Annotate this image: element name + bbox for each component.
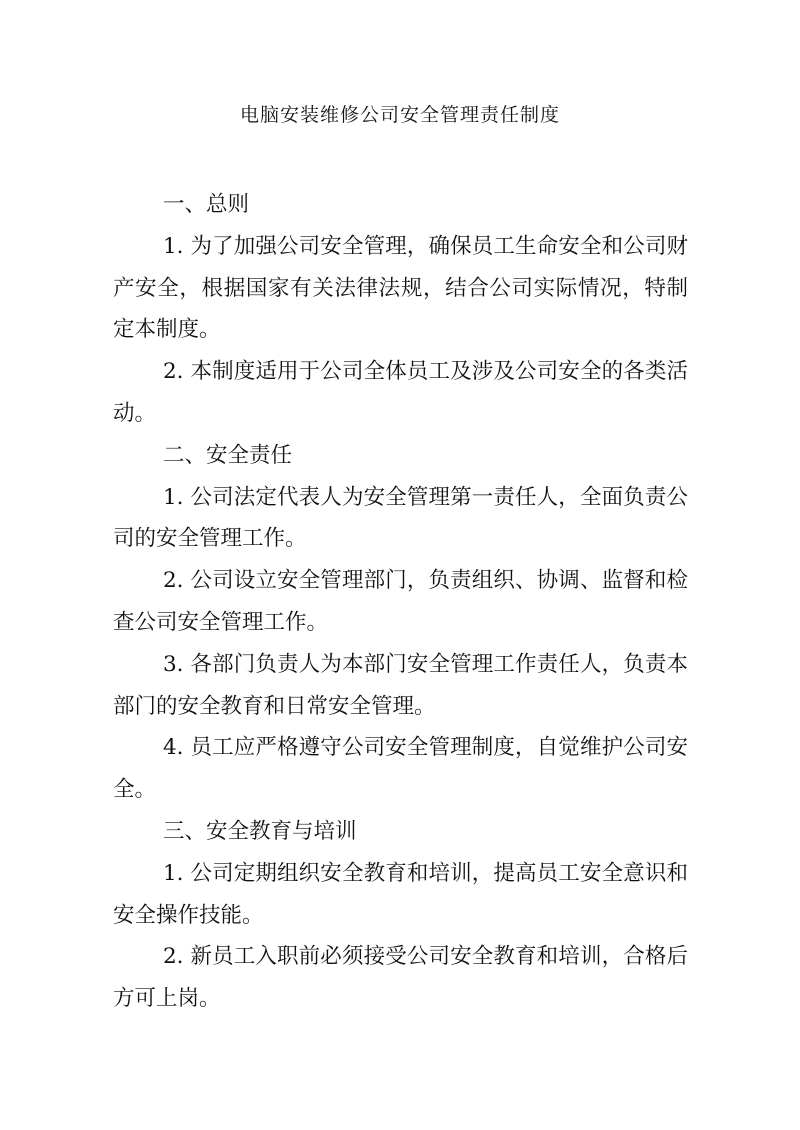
paragraph: 3. 各部门负责人为本部门安全管理工作责任人，负责本部门的安全教育和日常安全管理。 [113, 651, 688, 719]
paragraph: 2. 新员工入职前必须接受公司安全教育和培训，合格后方可上岗。 [113, 944, 688, 1012]
document-title: 电脑安装维修公司安全管理责任制度 [239, 104, 560, 126]
paragraph: 1. 为了加强公司安全管理，确保员工生命安全和公司财产安全，根据国家有关法律法规，结合公司实际情况，特制定本制度。 [113, 233, 688, 343]
document-body [113, 184, 688, 1020]
paragraph: 2. 本制度适用于公司全体员工及涉及公司安全的各类活动。 [113, 359, 688, 426]
paragraph: 4. 员工应严格遵守公司安全管理制度，自觉维护公司安全。 [113, 735, 688, 803]
paragraph: 2. 公司设立安全管理部门，负责组织、协调、监督和检查公司安全管理工作。 [113, 568, 688, 635]
section-heading-general: 一、总则 [163, 192, 250, 217]
paragraph: 1. 公司法定代表人为安全管理第一责任人，全面负责公司的安全管理工作。 [113, 484, 688, 552]
paragraph: 1. 公司定期组织安全教育和培训，提高员工安全意识和安全操作技能。 [113, 860, 688, 928]
section-heading-responsibility: 二、安全责任 [163, 442, 293, 468]
section-heading-training: 三、安全教育与培训 [163, 818, 357, 844]
